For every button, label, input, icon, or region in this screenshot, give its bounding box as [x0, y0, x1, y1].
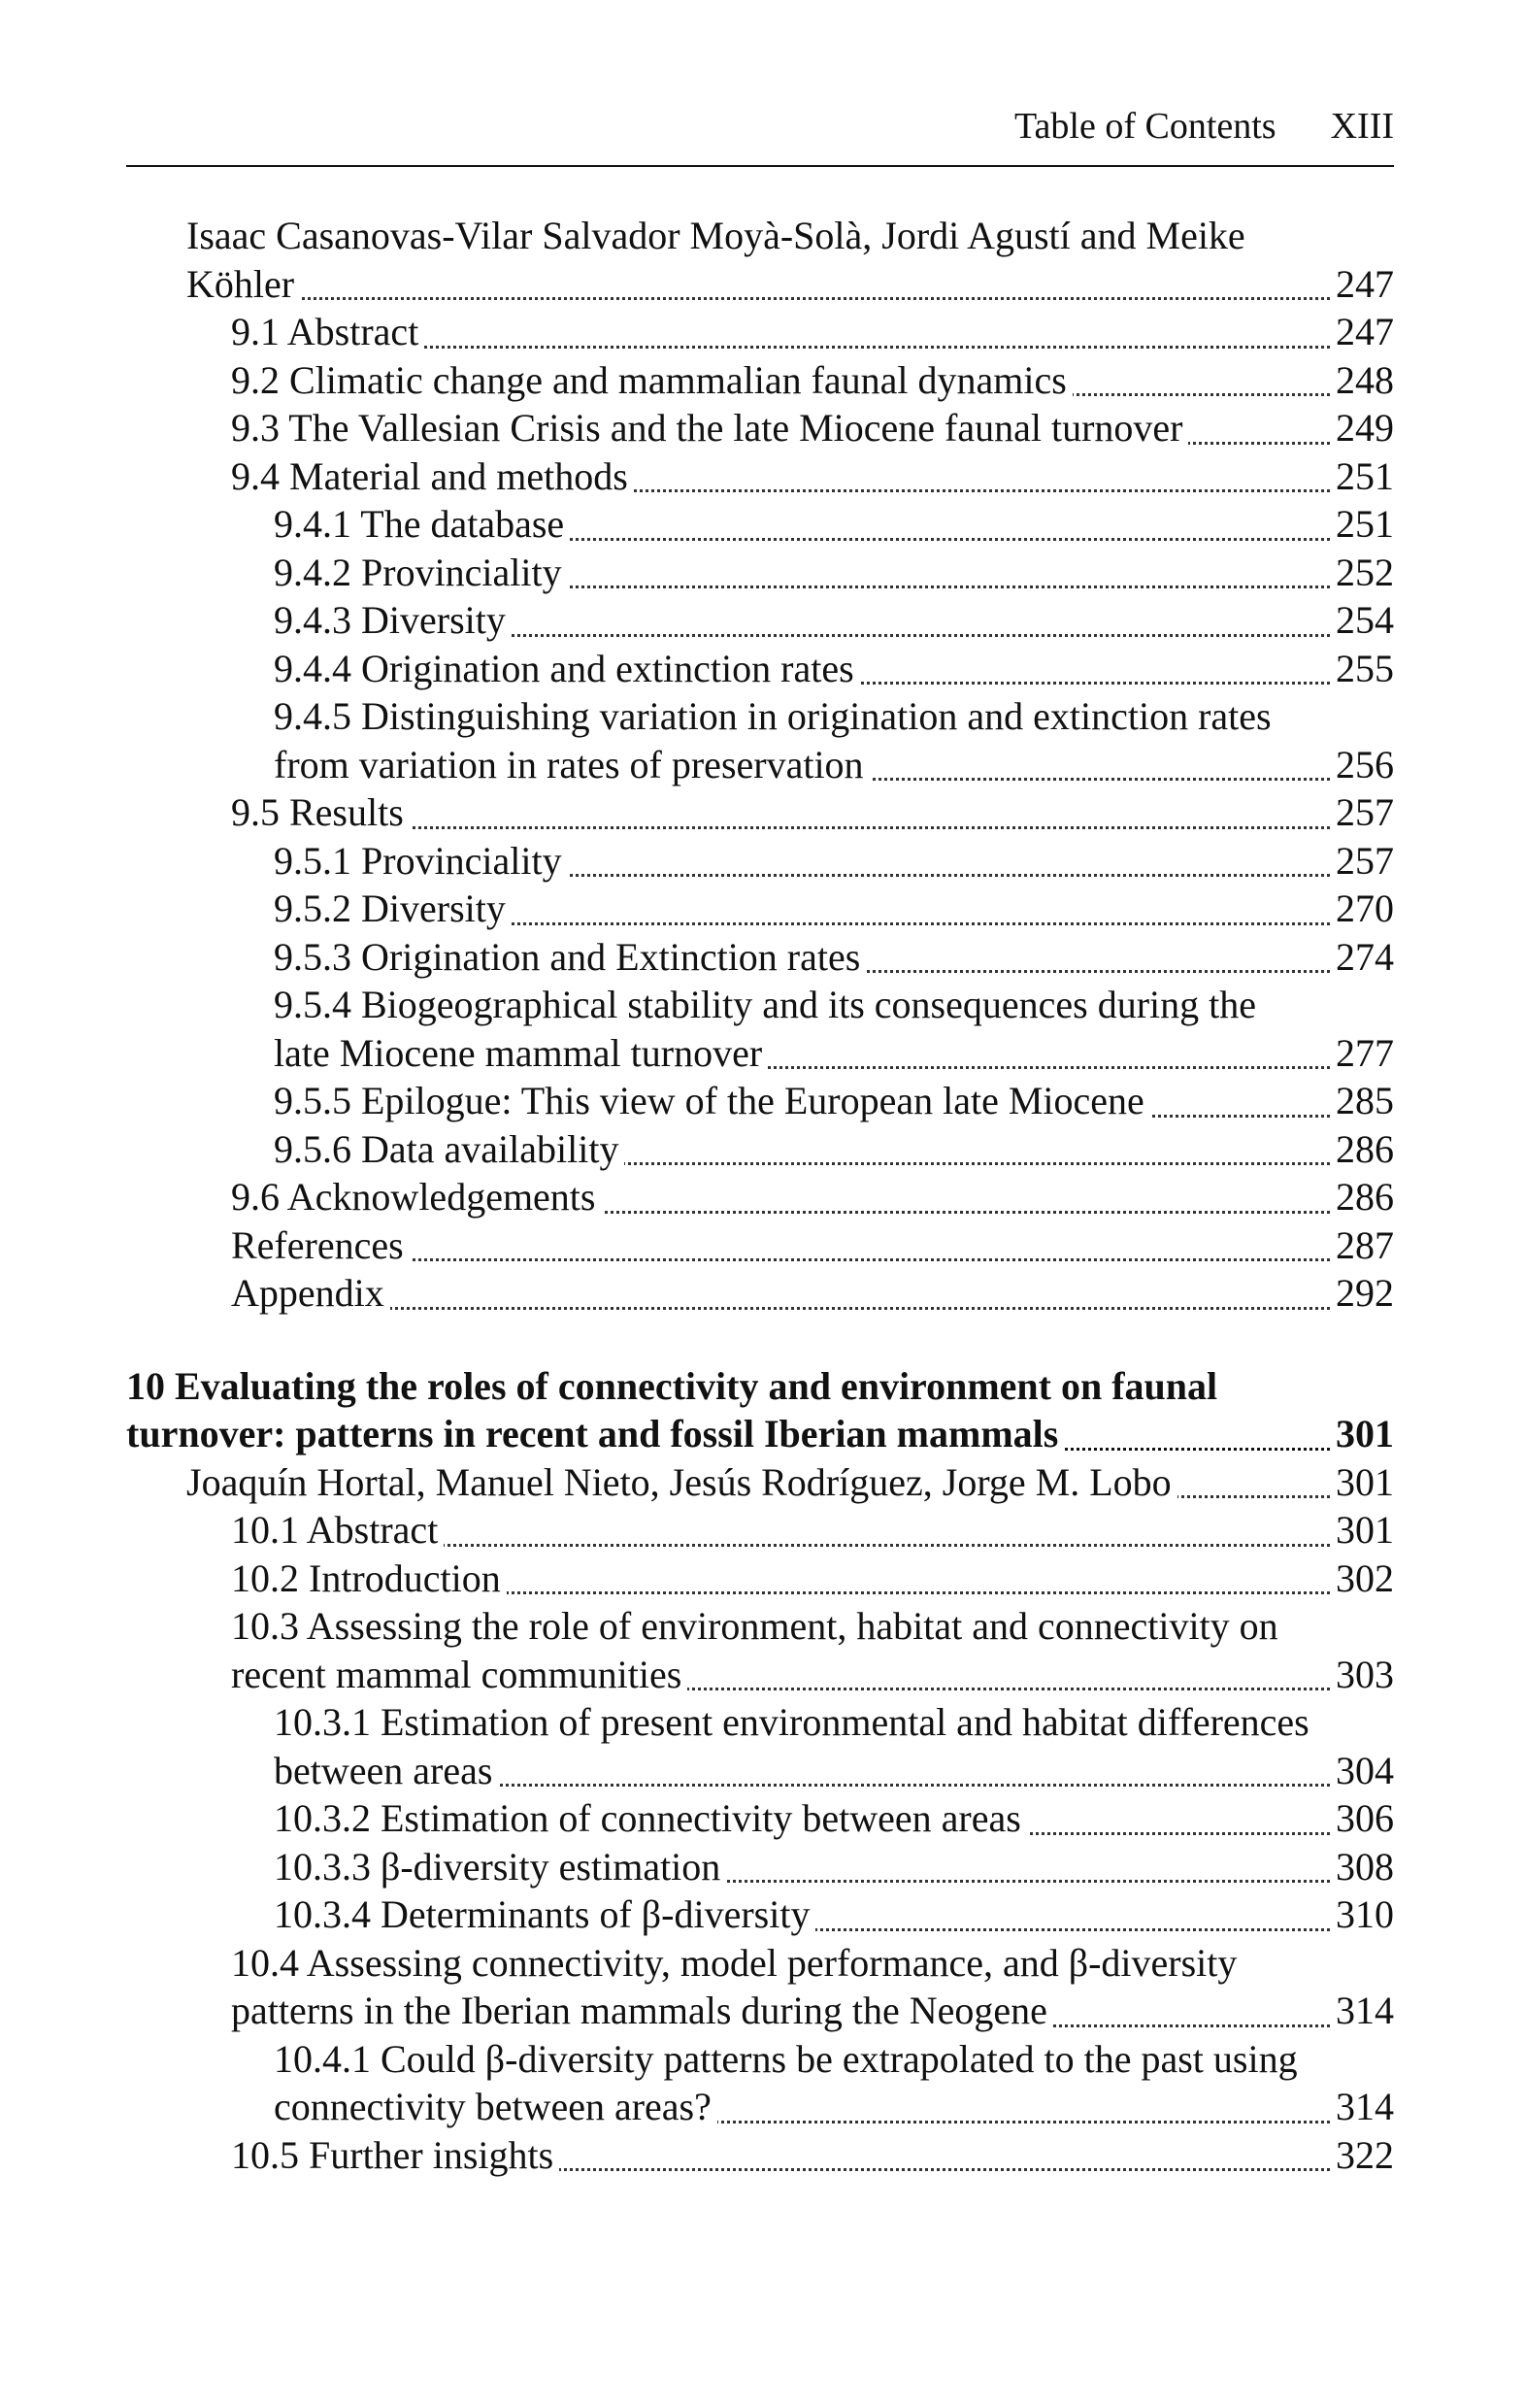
- toc-page-number: 308: [1330, 1843, 1394, 1891]
- toc-entry-leader-line: [231, 308, 1394, 356]
- toc-entry-title-line: 10.3 Assessing the role of environment, habitat and connectivity on: [231, 1604, 1278, 1648]
- toc-page-number: 277: [1330, 1029, 1394, 1078]
- toc-page-number: 286: [1330, 1173, 1394, 1221]
- toc-entry-title-line: 9.4 Material and methods: [231, 454, 634, 498]
- toc-entry-title-line: 9.1 Abstract: [231, 310, 424, 353]
- toc-entry-title-line: 9.4.1 The database: [274, 502, 570, 546]
- toc-entry-title-line: 10.2 Introduction: [231, 1556, 507, 1600]
- toc-entry-title-line: 9.2 Climatic change and mammalian faunal dynamics: [231, 358, 1073, 402]
- toc-entry-leader-line: [274, 837, 1394, 886]
- toc-page-number: 248: [1330, 356, 1394, 405]
- toc-entry-title-line: 9.4.5 Distinguishing variation in origination and extinction rates: [274, 694, 1272, 738]
- toc-page-number: 310: [1330, 1890, 1394, 1939]
- toc-entry-title-line: 9.4.3 Diversity: [274, 598, 512, 642]
- toc-entry-leader-line: [274, 2083, 1394, 2131]
- toc-entry-leader-line: [231, 1987, 1394, 2035]
- toc-entry-leader-line: [231, 788, 1394, 837]
- toc-page-number: 257: [1330, 788, 1394, 837]
- toc-page-number: 256: [1330, 741, 1394, 789]
- toc-entry: [126, 1269, 1394, 1318]
- toc-entry-leader-line: [186, 1458, 1394, 1507]
- toc-entry: [126, 212, 1394, 308]
- toc-entry-title-line: 10.4 Assessing connectivity, model performance, and β-diversity: [231, 1940, 1238, 1985]
- toc-entry: [126, 356, 1394, 405]
- toc-page-number: 314: [1330, 2083, 1394, 2131]
- header-rule: [126, 165, 1394, 167]
- toc-entry: [126, 788, 1394, 837]
- table-of-contents: [126, 212, 1394, 2179]
- toc-entry: [126, 596, 1394, 645]
- toc-page-number: 287: [1330, 1221, 1394, 1270]
- toc-page-number: 301: [1330, 1458, 1394, 1507]
- toc-entry-leader-line: [126, 1410, 1394, 1458]
- toc-entry-title-line: 9.5 Results: [231, 790, 410, 834]
- toc-entry-title-line: 10.1 Abstract: [231, 1508, 444, 1552]
- toc-entry: [126, 1077, 1394, 1125]
- dot-leader: [231, 1307, 1394, 1310]
- toc-entry-leader-line: [274, 1843, 1394, 1891]
- toc-entry-leader-line: [231, 1173, 1394, 1221]
- toc-entry-title-line: recent mammal communities: [231, 1653, 687, 1696]
- toc-entry-title-line: 9.3 The Vallesian Crisis and the late Miocene faunal turnover: [231, 406, 1188, 450]
- toc-entry-leader-line: [231, 1221, 1394, 1270]
- toc-entry: [126, 404, 1394, 452]
- toc-entry-leader-line: [274, 1794, 1394, 1843]
- toc-entry-leader-line: [231, 404, 1394, 452]
- toc-entry: [126, 645, 1394, 693]
- toc-entry: [126, 500, 1394, 549]
- toc-entry: [126, 2035, 1394, 2131]
- toc-entry-title-line: 9.5.5 Epilogue: This view of the European late Miocene: [274, 1079, 1150, 1122]
- toc-page-number: 286: [1330, 1125, 1394, 1174]
- toc-entry: [126, 1939, 1394, 2035]
- toc-entry-leader-line: [274, 1747, 1394, 1795]
- toc-entry: [126, 2131, 1394, 2180]
- toc-page-number: 257: [1330, 837, 1394, 886]
- toc-page-number: 270: [1330, 885, 1394, 933]
- toc-page-number: 252: [1330, 549, 1394, 597]
- toc-entry-title-line: 9.6 Acknowledgements: [231, 1175, 602, 1219]
- toc-entry-title-line: Joaquín Hortal, Manuel Nieto, Jesús Rodríguez, Jorge M. Lobo: [186, 1460, 1177, 1504]
- toc-entry-title-line: patterns in the Iberian mammals during the Neogene: [231, 1989, 1053, 2032]
- toc-entry: [126, 885, 1394, 933]
- toc-entry-leader-line: [231, 1506, 1394, 1555]
- toc-page-number: 306: [1330, 1794, 1394, 1843]
- toc-entry: [126, 549, 1394, 597]
- toc-entry-title-line: 10.4.1 Could β-diversity patterns be extrapolated to the past using: [274, 2036, 1298, 2081]
- toc-page-number: 254: [1330, 596, 1394, 645]
- toc-entry: [126, 452, 1394, 501]
- toc-entry-leader-line: [274, 1029, 1394, 1078]
- toc-entry-leader-line: [274, 933, 1394, 982]
- toc-entry-leader-line: [274, 645, 1394, 693]
- toc-entry-title-line: between areas: [274, 1749, 498, 1792]
- toc-page-number: 274: [1330, 933, 1394, 982]
- page-folio: XIII: [1330, 106, 1394, 147]
- toc-page-number: 285: [1330, 1077, 1394, 1125]
- running-title: Table of Contents: [1013, 106, 1276, 147]
- toc-entry-title-line: 9.5.2 Diversity: [274, 886, 512, 930]
- toc-entry-title-line: 10.5 Further insights: [231, 2133, 559, 2177]
- toc-entry: [126, 1555, 1394, 1603]
- toc-entry: [126, 1458, 1394, 1507]
- toc-entry-leader-line: [274, 1077, 1394, 1125]
- toc-chapter-entry: [126, 1362, 1394, 1458]
- toc-entry-title-line: 10.3.3 β-diversity estimation: [274, 1845, 726, 1889]
- toc-entry: [126, 1602, 1394, 1698]
- toc-entry-leader-line: [274, 500, 1394, 549]
- toc-entry: [126, 1506, 1394, 1555]
- toc-entry-leader-line: [231, 452, 1394, 501]
- toc-page-number: 255: [1330, 645, 1394, 693]
- toc-entry-title-line: Köhler: [186, 262, 300, 306]
- toc-entry-title-line: 9.5.1 Provinciality: [274, 839, 568, 883]
- toc-entry-title-line: 9.4.4 Origination and extinction rates: [274, 647, 860, 690]
- toc-entry-leader-line: [274, 596, 1394, 645]
- toc-entry: [126, 308, 1394, 356]
- running-head: [126, 103, 1394, 150]
- toc-entry-leader-line: [274, 885, 1394, 933]
- toc-page-number: 303: [1330, 1651, 1394, 1699]
- toc-page-number: 301: [1330, 1410, 1394, 1458]
- toc-entry: [126, 1173, 1394, 1221]
- toc-entry-title-line: 9.5.4 Biogeographical stability and its consequences during the: [274, 983, 1256, 1026]
- toc-page-number: 322: [1330, 2131, 1394, 2180]
- toc-entry-title-line: 9.5.6 Data availability: [274, 1127, 624, 1171]
- toc-entry-leader-line: [231, 356, 1394, 405]
- toc-entry-title-line: turnover: patterns in recent and fossil Iberian mammals: [126, 1412, 1064, 1455]
- toc-page-number: 314: [1330, 1987, 1394, 2035]
- toc-entry-title-line: 10.3.1 Estimation of present environmental and habitat differences: [274, 1700, 1310, 1744]
- toc-entry-leader-line: [231, 1651, 1394, 1699]
- toc-entry: [126, 933, 1394, 982]
- toc-entry-title-line: Isaac Casanovas-Vilar Salvador Moyà-Solà, Jordi Agustí and Meike: [186, 214, 1245, 257]
- toc-page-number: 304: [1330, 1747, 1394, 1795]
- toc-page-number: 249: [1330, 404, 1394, 452]
- toc-entry: [126, 837, 1394, 886]
- toc-entry: [126, 1698, 1394, 1794]
- toc-entry: [126, 981, 1394, 1077]
- toc-entry-title-line: 10 Evaluating the roles of connectivity and environment on faunal: [126, 1363, 1218, 1408]
- toc-entry: [126, 692, 1394, 788]
- toc-page-number: 251: [1330, 500, 1394, 549]
- toc-entry-leader-line: [274, 1890, 1394, 1939]
- toc-entry: [126, 1221, 1394, 1270]
- toc-entry-title-line: 9.4.2 Provinciality: [274, 551, 568, 594]
- toc-entry-title-line: 9.5.3 Origination and Extinction rates: [274, 935, 866, 979]
- toc-entry-title-line: from variation in rates of preservation: [274, 743, 870, 786]
- toc-entry: [126, 1843, 1394, 1891]
- toc-entry-leader-line: [274, 741, 1394, 789]
- toc-entry-title-line: connectivity between areas?: [274, 2085, 717, 2128]
- toc-entry-title-line: late Miocene mammal turnover: [274, 1031, 768, 1075]
- toc-entry-leader-line: [186, 260, 1394, 309]
- toc-entry-title-line: 10.3.2 Estimation of connectivity between areas: [274, 1796, 1027, 1840]
- toc-page-number: 301: [1330, 1506, 1394, 1555]
- toc-entry: [126, 1125, 1394, 1174]
- toc-entry: [126, 1890, 1394, 1939]
- toc-entry-leader-line: [231, 1269, 1394, 1318]
- toc-page-number: 247: [1330, 260, 1394, 309]
- toc-entry-leader-line: [274, 1125, 1394, 1174]
- toc-entry: [126, 1794, 1394, 1843]
- toc-entry-leader-line: [274, 549, 1394, 597]
- dot-leader: [186, 297, 1394, 300]
- toc-entry-title-line: 10.3.4 Determinants of β-diversity: [274, 1892, 815, 1936]
- toc-page-number: 247: [1330, 308, 1394, 356]
- toc-page-number: 251: [1330, 452, 1394, 501]
- toc-entry-title-line: References: [231, 1223, 410, 1267]
- toc-entry-leader-line: [231, 2131, 1394, 2180]
- toc-entry-leader-line: [231, 1555, 1394, 1603]
- toc-entry-title-line: Appendix: [231, 1271, 390, 1315]
- toc-page-number: 302: [1330, 1555, 1394, 1603]
- toc-page-number: 292: [1330, 1269, 1394, 1318]
